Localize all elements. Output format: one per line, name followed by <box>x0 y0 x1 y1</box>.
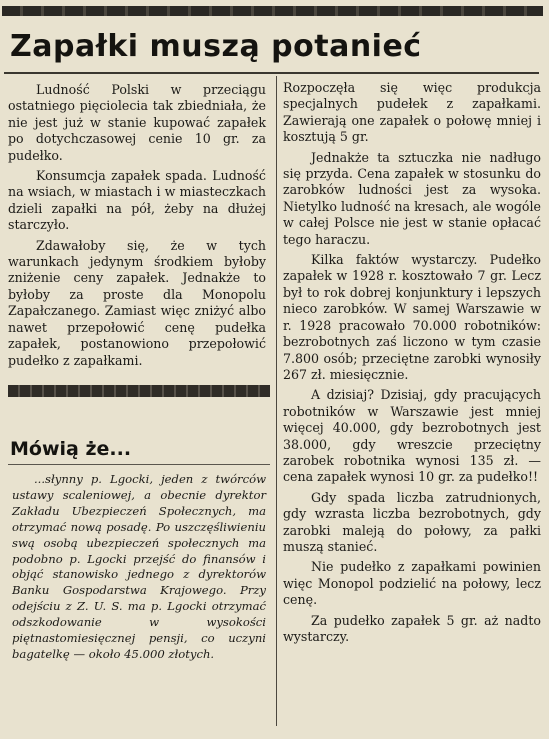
section-rule <box>8 464 270 465</box>
article-paragraph: Jednakże ta sztuczka nie nadługo się przyda. Cena zapałek w stosunku do zarobków ludności jest za wysoka. Nietylko ludność na kresach, ale wogóle w całej Polsce nie jest w stanie opłacać tego haraczu. <box>283 149 541 247</box>
article-headline: Zapałki muszą potanieć <box>10 29 422 64</box>
top-decorative-rule <box>2 6 543 16</box>
article-paragraph: Gdy spada liczba zatrudnionych, gdy wzrasta liczba bezrobotnych, gdy zarobki maleją do połowy, za pałki muszą stanieć. <box>283 489 541 554</box>
section-paragraph: ...słynny p. Lgocki, jeden z twórców ustawy scaleniowej, a obecnie dyrektor Zakładu Ubezpieczeń Społecznych, ma otrzymać nową posadę. Po uszczęśliwieniu swą osobą ubezpieczeń społecznych ma podobno p. Lgocki przejść do finansów i objąć stanowisko jednego z dyrektorów Banku Gospodarstwa Krajowego. Przy odejściu z Z. U. S. ma p. Lgocki otrzymać odszkodowanie w wysokości piętnastomiesięcznej pensji, co uczyni bagatelkę — około 45.000 złotych. <box>12 472 266 661</box>
article-paragraph: Za pudełko zapałek 5 gr. aż nadto wystarczy. <box>283 612 541 644</box>
article-paragraph: Nie pudełko z zapałkami powinien więc Monopol podzielić na połowy, lecz cenę. <box>283 559 541 608</box>
article-left-column <box>8 82 266 373</box>
article-right-column <box>283 80 541 645</box>
section-body <box>12 472 266 663</box>
article-paragraph: Zdawałoby się, że w tych warunkach jedynym środkiem byłoby zniżenie ceny zapałek. Jednakże to byłoby za proste dla Monopolu Zapałczanego. Zamiast więc zniżyć albo nawet przepołowić cenę pudełka zapałek, postanowiono przepołowić pudełko z zapałkami. <box>8 237 266 368</box>
article-paragraph: A dzisiaj? Dzisiaj, gdy pracujących robotników w Warszawie jest mniej więcej 40.000, gdy bezrobotnych jest 38.000, gdy wreszcie przeciętny zarobek robotnika wynosi 135 zł. — cena zapałek wynosi 10 gr. za pudełko!! <box>283 387 541 485</box>
article-paragraph: Konsumcja zapałek spada. Ludność na wsiach, w miastach i w miasteczkach dzieli zapałki na pół, żeby na dłużej starczyło. <box>8 168 266 233</box>
article-paragraph: Kilka faktów wystarczy. Pudełko zapałek w 1928 r. kosztowało 7 gr. Lecz był to rok dobrej konjunktury i lepszych nieco zarobków. W samej Warszawie w r. 1928 pracowało 70.000 robotników: bezrobotnych zaś liczono w tym czasie 7.800 osób; przeciętne zarobki wynosiły 267 zł. miesięcznie. <box>283 252 541 382</box>
article-paragraph: Rozpoczęła się więc produkcja specjalnych pudełek z zapałkami. Zawierają one zapałek o połowę mniej i kosztują 5 gr. <box>283 80 541 145</box>
section-decorative-bar <box>8 385 270 397</box>
article-paragraph: Ludność Polski w przeciągu ostatniego pięciolecia tak zbiedniała, że nie jest już w stanie kupować zapałek po dotychczasowej cenie 10 gr. za pudełko. <box>8 82 266 163</box>
section-title: Mówią że... <box>10 438 132 460</box>
column-divider <box>276 76 277 726</box>
headline-rule <box>4 72 539 74</box>
